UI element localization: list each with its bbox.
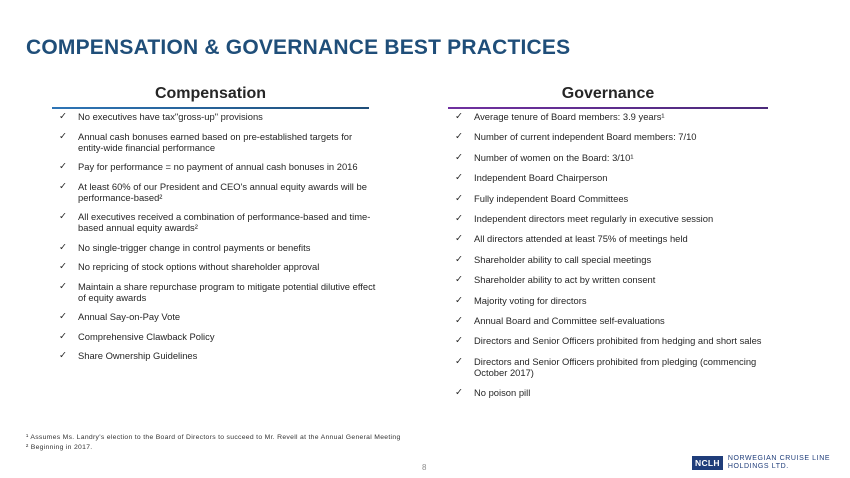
- logo-line-1: NORWEGIAN CRUISE LINE: [727, 455, 831, 462]
- list-item: ✓ Directors and Senior Officers prohibited from hedging and short sales: [455, 335, 762, 347]
- check-icon: ✓: [59, 180, 67, 192]
- list-item: ✓ Independent Board Chairperson: [455, 172, 608, 184]
- check-icon: ✓: [59, 130, 67, 142]
- check-icon: ✓: [455, 192, 463, 204]
- check-icon: ✓: [455, 253, 463, 265]
- check-icon: ✓: [455, 151, 463, 163]
- check-icon: ✓: [59, 211, 67, 222]
- compensation-list: [56, 111, 376, 370]
- governance-divider: [448, 107, 768, 109]
- check-icon: ✓: [59, 241, 67, 253]
- list-item: ✓ Comprehensive Clawback Policy: [59, 330, 215, 342]
- list-item: ✓ Pay for performance = no payment of annual cash bonuses in 2016: [59, 161, 358, 172]
- check-icon: ✓: [455, 212, 463, 224]
- check-icon: ✓: [455, 131, 463, 143]
- footnote-2: ² Beginning in 2017.: [26, 444, 93, 451]
- list-item: ✓ Annual Board and Committee self-evaluations: [455, 314, 665, 326]
- check-icon: ✓: [59, 350, 67, 361]
- list-item: ✓ Annual Say-on-Pay Vote: [59, 311, 181, 322]
- logo-line-2: HOLDINGS LTD.: [727, 463, 789, 470]
- company-logo: [692, 455, 830, 471]
- check-icon: ✓: [455, 111, 463, 122]
- check-icon: ✓: [59, 280, 67, 292]
- list-item: ✓ Number of women on the Board: 3/10¹: [455, 151, 634, 163]
- compensation-heading: Compensation: [154, 85, 267, 102]
- list-item: ✓ Independent directors meet regularly in executive session: [455, 212, 714, 224]
- list-item: ✓ Share Ownership Guidelines: [59, 350, 198, 361]
- governance-heading: Governance: [561, 85, 655, 102]
- check-icon: ✓: [455, 335, 463, 347]
- check-icon: ✓: [59, 111, 67, 122]
- check-icon: ✓: [59, 161, 67, 172]
- list-item: ✓ No executives have tax"gross-up" provisions: [59, 111, 263, 122]
- list-item: ✓ Fully independent Board Committees: [455, 192, 629, 204]
- check-icon: ✓: [455, 314, 463, 326]
- check-icon: ✓: [455, 387, 463, 399]
- list-item: ✓ No single-trigger change in control payments or benefits: [59, 241, 311, 253]
- list-item: ✓ Maintain a share repurchase program to mitigate potential dilutive effect of equity awards: [59, 280, 376, 303]
- list-item: ✓ Average tenure of Board members: 3.9 years¹: [455, 111, 665, 122]
- logo-text: [728, 455, 830, 471]
- check-icon: ✓: [455, 233, 463, 245]
- list-item: ✓ No poison pill: [455, 387, 531, 399]
- list-item: ✓ All executives received a combination of performance-based and time-based annual equity awards²: [59, 211, 371, 233]
- list-item: ✓ Number of current independent Board members: 7/10: [455, 131, 697, 143]
- list-item: ✓ All directors attended at least 75% of meetings held: [455, 233, 688, 245]
- governance-list: [452, 111, 772, 407]
- footnote-1: ¹ Assumes Ms. Landry's election to the Board of Directors to succeed to Mr. Revell at the Annual General Meeting: [26, 434, 401, 441]
- list-item: ✓ At least 60% of our President and CEO's annual equity awards will be performance-based²: [59, 180, 367, 203]
- check-icon: ✓: [455, 172, 463, 184]
- list-item: ✓ Directors and Senior Officers prohibited from pledging (commencing October 2017): [455, 355, 757, 378]
- check-icon: ✓: [455, 355, 463, 367]
- page-number: 8: [422, 463, 427, 472]
- check-icon: ✓: [455, 294, 463, 306]
- list-item: ✓ No repricing of stock options without shareholder approval: [59, 261, 320, 272]
- check-icon: ✓: [59, 330, 67, 342]
- list-item: ✓ Annual cash bonuses earned based on pre-established targets for entity-wide financial performance: [59, 130, 353, 153]
- check-icon: ✓: [455, 274, 463, 286]
- check-icon: ✓: [59, 261, 67, 272]
- logo-mark: NCLH: [692, 456, 723, 470]
- check-icon: ✓: [59, 311, 67, 322]
- list-item: ✓ Majority voting for directors: [455, 294, 587, 306]
- list-item: ✓ Shareholder ability to act by written consent: [455, 274, 656, 286]
- page-title: COMPENSATION & GOVERNANCE BEST PRACTICES: [26, 36, 571, 59]
- list-item: ✓ Shareholder ability to call special meetings: [455, 253, 652, 265]
- compensation-divider: [52, 107, 369, 109]
